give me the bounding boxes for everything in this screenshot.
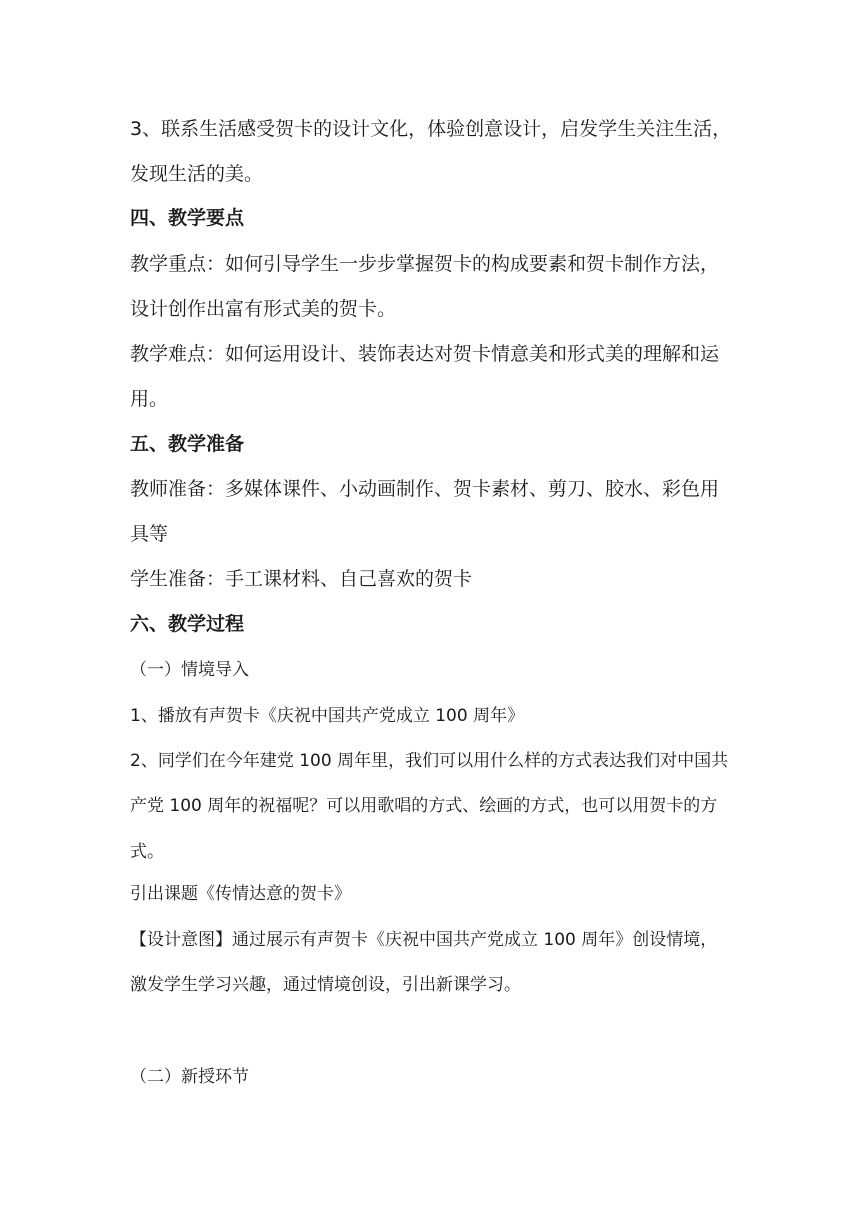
paragraph-line: 产党 100 周年的祝福呢？可以用歌唱的方式、绘画的方式，也可以用贺卡的方 [130, 796, 718, 816]
subsection-heading: （二）新授环节 [130, 1067, 249, 1087]
paragraph-line: 设计创作出富有形式美的贺卡。 [130, 298, 397, 320]
paragraph-line: 激发学生学习兴趣，通过情境创设，引出新课学习。 [130, 975, 521, 995]
section-heading: 六、教学过程 [130, 613, 245, 635]
paragraph-line: 教师准备：多媒体课件、小动画制作、贺卡素材、剪刀、胶水、彩色用 [130, 478, 720, 500]
section-heading: 五、教学准备 [130, 433, 245, 455]
paragraph-line: 发现生活的美。 [130, 163, 264, 185]
paragraph-line: 引出课题《传情达意的贺卡》 [130, 884, 351, 904]
paragraph-line: 1、播放有声贺卡《庆祝中国共产党成立 100 周年》 [130, 706, 525, 726]
paragraph-line: 用。 [130, 388, 169, 410]
section-heading: 四、教学要点 [130, 207, 245, 229]
paragraph-line: 教学难点：如何运用设计、装饰表达对贺卡情意美和形式美的理解和运 [130, 343, 720, 365]
paragraph-line: 具等 [130, 523, 169, 545]
design-intent-line: 【设计意图】通过展示有声贺卡《庆祝中国共产党成立 100 周年》创设情境， [130, 930, 718, 950]
paragraph-line: 学生准备：手工课材料、自己喜欢的贺卡 [130, 568, 473, 590]
paragraph-line: 教学重点：如何引导学生一步步掌握贺卡的构成要素和贺卡制作方法， [130, 253, 720, 275]
paragraph-line: 2、同学们在今年建党 100 周年里，我们可以用什么样的方式表达我们对中国共 [130, 751, 729, 771]
paragraph-line: 3、联系生活感受贺卡的设计文化，体验创意设计，启发学生关注生活， [130, 118, 732, 140]
paragraph-line: 式。 [130, 842, 164, 862]
subsection-heading: （一）情境导入 [130, 660, 249, 680]
